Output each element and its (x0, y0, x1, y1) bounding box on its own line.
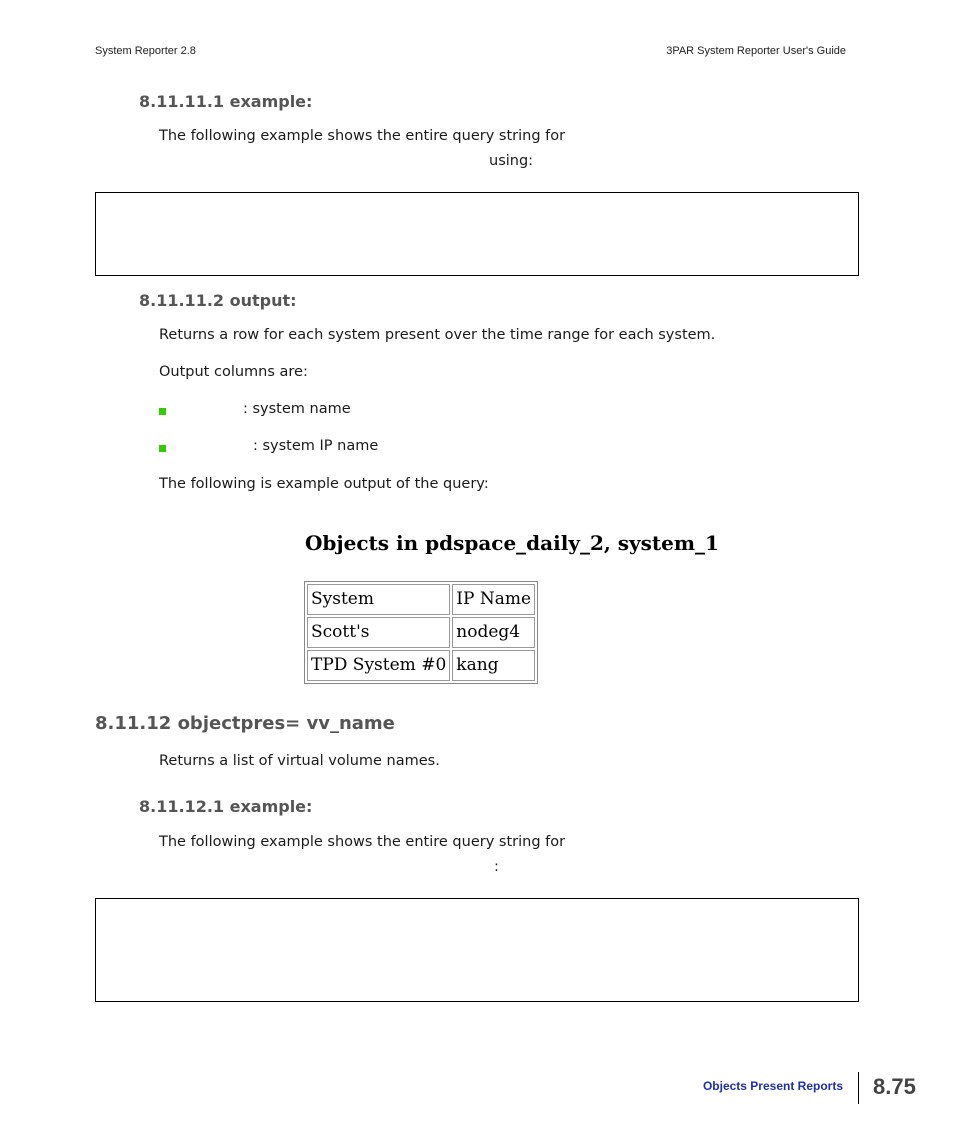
example2-text-line1: The following example shows the entire query string for (159, 834, 566, 850)
output-description: Returns a row for each system present over the time range for each system. (159, 327, 716, 343)
heading-8-11-12: 8.11.12 objectpres= vv_name (95, 713, 395, 734)
table-cell: nodeg4 (452, 617, 535, 648)
example-text-line1: The following example shows the entire query string for (159, 128, 566, 144)
header-left: System Reporter 2.8 (95, 45, 196, 57)
code-block-1 (95, 192, 859, 276)
page-number: 8.75 (873, 1074, 916, 1099)
bullet-item-ip-name: : system IP name (253, 438, 379, 454)
header-right: 3PAR System Reporter User's Guide (666, 45, 846, 57)
table-cell: Scott's (307, 617, 450, 648)
footer-section-link[interactable]: Objects Present Reports (702, 1079, 843, 1093)
example-text-line2: using: (489, 153, 534, 169)
table-row (307, 617, 535, 648)
bullet-item-system: : system name (243, 401, 351, 417)
footer-divider (858, 1072, 859, 1104)
bullet-icon (159, 408, 166, 415)
figure-title: Objects in pdspace_daily_2, system_1 (305, 531, 719, 555)
table-cell: System (307, 584, 450, 615)
example2-text-line2: : (494, 859, 499, 875)
heading-8-11-11-1: 8.11.11.1 example: (139, 92, 313, 111)
bullet-icon (159, 445, 166, 452)
vv-name-description: Returns a list of virtual volume names. (159, 753, 440, 769)
heading-8-11-12-1: 8.11.12.1 example: (139, 797, 313, 816)
table-row (307, 650, 535, 681)
table-row (307, 584, 535, 615)
figure-table (304, 581, 538, 684)
output-columns-intro: Output columns are: (159, 364, 308, 380)
table-cell: TPD System #0 (307, 650, 450, 681)
table-cell: IP Name (452, 584, 535, 615)
heading-8-11-11-2: 8.11.11.2 output: (139, 291, 297, 310)
code-block-2 (95, 898, 859, 1002)
example-output-intro: The following is example output of the query: (159, 476, 489, 492)
table-cell: kang (452, 650, 535, 681)
